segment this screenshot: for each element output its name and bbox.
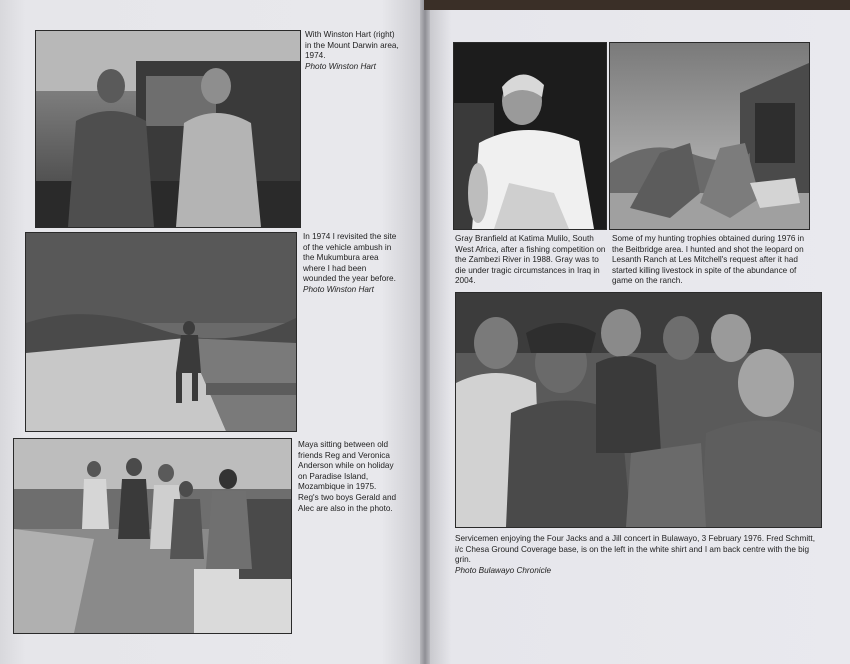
caption-mukumbura bbox=[303, 232, 401, 296]
caption-text: Some of my hunting trophies obtained during 1976 in the Beitbridge area. I hunted and shot the leopard on Lesanth Ranch at Les Mitchell's request after it had started killing livestock in spite of the abundance of game on the ranch. bbox=[612, 234, 805, 286]
caption-text: Maya sitting between old friends Reg and Veronica Anderson while on holiday on Paradise Island, Mozambique in 1975. Reg's two boys Gerald and Alec are also in the photo. bbox=[298, 440, 397, 513]
caption-gray-branfield bbox=[455, 234, 607, 287]
photo-concert-servicemen bbox=[455, 292, 822, 528]
caption-winston-hart bbox=[305, 30, 401, 72]
photo-paradise-island bbox=[13, 438, 292, 634]
caption-text: Servicemen enjoying the Four Jacks and a Jill concert in Bulawayo, 3 February 1976. Fred Schmitt, i/c Chesa Ground Coverage base, is on the left in the white shirt and I am back centre with the big grin. bbox=[455, 534, 815, 565]
caption-credit: Photo Winston Hart bbox=[305, 61, 376, 71]
photo-winston-hart bbox=[35, 30, 301, 228]
caption-text: In 1974 I revisited the site of the vehicle ambush in the Mukumbura area where I had been wounded the year before. bbox=[303, 232, 397, 284]
caption-concert bbox=[455, 534, 820, 576]
photo-mukumbura-ambush-site bbox=[25, 232, 297, 432]
caption-hunting-trophies bbox=[612, 234, 812, 287]
caption-credit: Photo Bulawayo Chronicle bbox=[455, 565, 552, 575]
caption-text: With Winston Hart (right) in the Mount Darwin area, 1974. bbox=[305, 30, 399, 61]
background-table bbox=[424, 0, 850, 10]
photo-hunting-trophies bbox=[609, 42, 810, 230]
photo-gray-branfield bbox=[453, 42, 607, 230]
book-gutter bbox=[420, 0, 430, 664]
caption-paradise-island bbox=[298, 440, 398, 514]
caption-text: Gray Branfield at Katima Mulilo, South West Africa, after a fishing competition on the Zambezi River in 1988. Gray was to die under tragic circumstances in Iraq in 2004. bbox=[455, 234, 606, 286]
caption-credit: Photo Winston Hart bbox=[303, 284, 374, 294]
